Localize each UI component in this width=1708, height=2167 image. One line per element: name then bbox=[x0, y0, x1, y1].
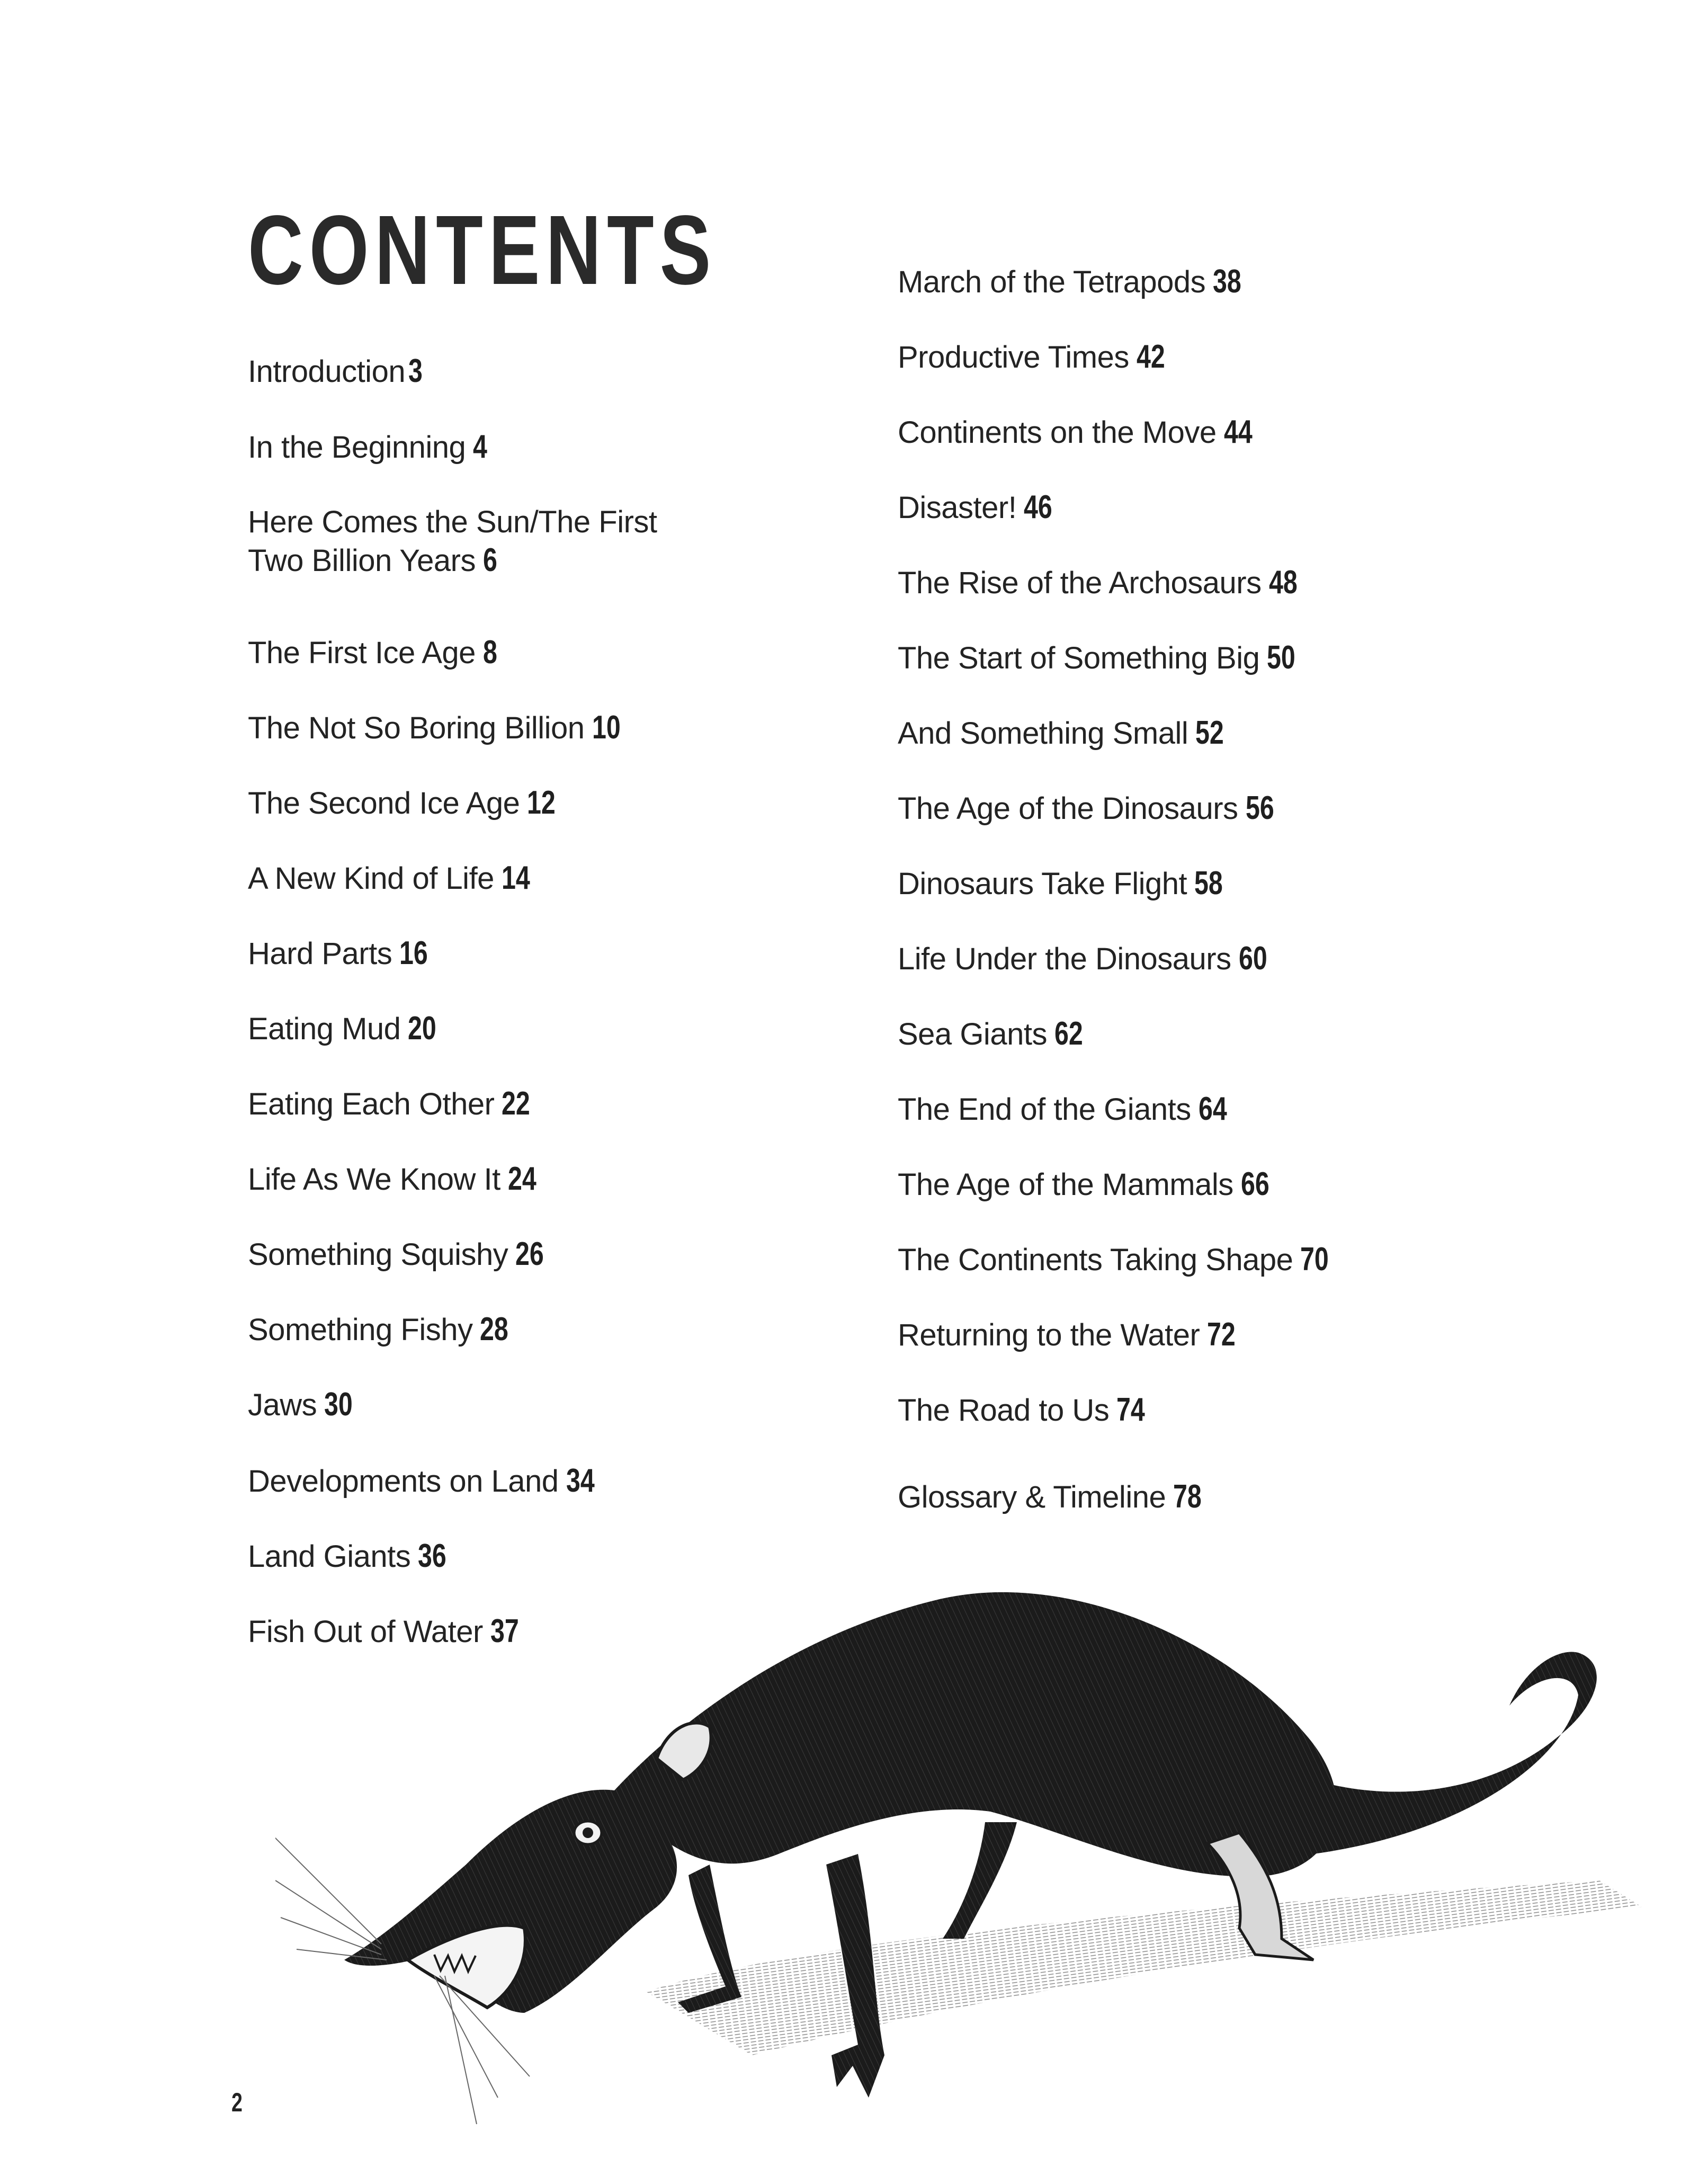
toc-entry-label: Land Giants bbox=[248, 1539, 411, 1574]
toc-entry-road-to-us[interactable] bbox=[898, 1391, 1153, 1430]
toc-entry-page: 14 bbox=[501, 860, 530, 896]
toc-entry-page: 74 bbox=[1116, 1392, 1145, 1428]
toc-entry-label: The Continents Taking Shape bbox=[898, 1243, 1293, 1277]
toc-entry-label: Two Billion Years bbox=[248, 543, 476, 578]
toc-entry-developments-on-land[interactable] bbox=[248, 1462, 602, 1501]
toc-entry-page: 58 bbox=[1194, 865, 1223, 902]
toc-entry-page: 44 bbox=[1223, 414, 1253, 450]
toc-entry-and-something-small[interactable] bbox=[898, 714, 1232, 753]
toc-entry-second-ice-age[interactable] bbox=[248, 784, 564, 823]
toc-entry-march-of-the-tetrapods[interactable] bbox=[898, 263, 1249, 301]
toc-entry-life-as-we-know-it[interactable] bbox=[248, 1160, 544, 1199]
toc-entry-label: The Road to Us bbox=[898, 1393, 1110, 1428]
toc-entry-label-line1: Here Comes the Sun/The First bbox=[248, 505, 657, 539]
toc-entry-page: 56 bbox=[1245, 790, 1274, 826]
toc-entry-glossary-timeline[interactable] bbox=[898, 1478, 1210, 1517]
toc-entry-productive-times[interactable] bbox=[898, 338, 1173, 377]
toc-entry-label: The Second Ice Age bbox=[248, 786, 520, 821]
toc-entry-disaster[interactable] bbox=[898, 488, 1060, 527]
toc-entry-rise-of-the-archosaurs[interactable] bbox=[898, 564, 1305, 602]
toc-entry-jaws[interactable] bbox=[248, 1386, 361, 1424]
toc-entry-label: Life As We Know It bbox=[248, 1162, 500, 1197]
toc-entry-page: 34 bbox=[566, 1462, 595, 1499]
early-mammal-illustration bbox=[275, 1536, 1705, 2166]
toc-entry-label: Glossary & Timeline bbox=[898, 1480, 1166, 1514]
toc-entry-page: 72 bbox=[1207, 1316, 1236, 1353]
toc-entry-label: Sea Giants bbox=[898, 1017, 1047, 1051]
toc-entry-page: 62 bbox=[1054, 1015, 1083, 1052]
toc-entry-page: 50 bbox=[1267, 639, 1296, 676]
toc-entry-in-the-beginning[interactable] bbox=[248, 428, 491, 467]
toc-entry-page: 78 bbox=[1173, 1478, 1202, 1515]
toc-entry-page: 66 bbox=[1240, 1166, 1269, 1202]
toc-entry-not-so-boring-billion[interactable] bbox=[248, 709, 628, 747]
toc-entry-something-squishy[interactable] bbox=[248, 1235, 552, 1274]
toc-entry-label: A New Kind of Life bbox=[248, 861, 494, 896]
toc-entry-label: Developments on Land bbox=[248, 1464, 559, 1499]
toc-entry-page: 16 bbox=[399, 935, 428, 971]
toc-entry-page: 6 bbox=[482, 542, 497, 578]
toc-entry-label: Something Fishy bbox=[248, 1313, 473, 1347]
toc-entry-new-kind-of-life[interactable] bbox=[248, 859, 538, 898]
toc-entry-page: 60 bbox=[1238, 940, 1267, 977]
toc-entry-label: Eating Each Other bbox=[248, 1087, 495, 1121]
toc-entry-label: The First Ice Age bbox=[248, 636, 476, 670]
toc-entry-page: 30 bbox=[324, 1386, 353, 1423]
toc-entry-here-comes-the-sun[interactable] bbox=[248, 503, 657, 580]
toc-entry-label: The Start of Something Big bbox=[898, 641, 1260, 675]
toc-entry-label: The Not So Boring Billion bbox=[248, 711, 585, 745]
toc-entry-page: 42 bbox=[1136, 338, 1165, 375]
toc-entry-page: 22 bbox=[502, 1085, 531, 1122]
toc-entry-age-of-the-mammals[interactable] bbox=[898, 1165, 1277, 1204]
toc-entry-label: Dinosaurs Take Flight bbox=[898, 867, 1187, 901]
toc-entry-age-of-the-dinosaurs[interactable] bbox=[898, 789, 1282, 828]
toc-entry-page: 3 bbox=[408, 353, 423, 389]
toc-entry-page: 48 bbox=[1268, 564, 1298, 601]
toc-entry-returning-to-the-water[interactable] bbox=[898, 1316, 1244, 1354]
toc-entry-page: 64 bbox=[1198, 1091, 1227, 1127]
toc-entry-dinosaurs-take-flight[interactable] bbox=[898, 864, 1231, 903]
toc-entry-first-ice-age[interactable] bbox=[248, 634, 501, 672]
toc-entry-page: 26 bbox=[515, 1236, 544, 1272]
toc-entry-label: The Rise of the Archosaurs bbox=[898, 566, 1262, 600]
toc-entry-page: 38 bbox=[1213, 263, 1241, 300]
toc-entry-label: Something Squishy bbox=[248, 1237, 508, 1272]
toc-entry-label: March of the Tetrapods bbox=[898, 265, 1206, 299]
toc-entry-label: Life Under the Dinosaurs bbox=[898, 942, 1231, 976]
toc-entry-page: 10 bbox=[592, 709, 621, 746]
toc-entry-end-of-the-giants[interactable] bbox=[898, 1090, 1235, 1129]
toc-entry-page: 52 bbox=[1195, 715, 1224, 751]
page-title: CONTENTS bbox=[248, 195, 717, 305]
toc-entry-life-under-the-dinosaurs[interactable] bbox=[898, 940, 1275, 978]
toc-entry-page: 28 bbox=[480, 1311, 509, 1348]
toc-entry-eating-mud[interactable] bbox=[248, 1010, 444, 1048]
toc-entry-label: In the Beginning bbox=[248, 430, 466, 465]
toc-entry-start-of-something-big[interactable] bbox=[898, 639, 1303, 677]
toc-entry-label: Continents on the Move bbox=[898, 415, 1217, 450]
toc-entry-page: 20 bbox=[408, 1010, 437, 1047]
toc-entry-label: The Age of the Mammals bbox=[898, 1167, 1233, 1202]
toc-entry-label: Returning to the Water bbox=[898, 1318, 1200, 1352]
toc-entry-page: 36 bbox=[418, 1538, 447, 1574]
page-number: 2 bbox=[231, 2088, 243, 2117]
toc-entry-label: Jaws bbox=[248, 1388, 317, 1422]
toc-entry-page: 8 bbox=[482, 634, 497, 671]
toc-entry-label: Productive Times bbox=[898, 340, 1129, 374]
toc-entry-page: 4 bbox=[473, 429, 488, 465]
toc-entry-page: 12 bbox=[527, 784, 556, 821]
toc-entry-continents-taking-shape[interactable] bbox=[898, 1241, 1337, 1279]
toc-entry-label: And Something Small bbox=[898, 716, 1188, 751]
toc-entry-sea-giants[interactable] bbox=[898, 1015, 1091, 1054]
toc-entry-page: 24 bbox=[507, 1161, 536, 1197]
toc-entry-page: 70 bbox=[1300, 1241, 1329, 1278]
toc-entry-label: Introduction bbox=[248, 354, 406, 389]
toc-entry-label: Fish Out of Water bbox=[248, 1615, 483, 1649]
toc-entry-page: 37 bbox=[490, 1613, 519, 1649]
toc-entry-something-fishy[interactable] bbox=[248, 1310, 516, 1349]
toc-entry-introduction[interactable] bbox=[248, 352, 427, 391]
toc-entry-eating-each-other[interactable] bbox=[248, 1085, 538, 1123]
toc-entry-label: Hard Parts bbox=[248, 937, 392, 971]
toc-entry-label: Eating Mud bbox=[248, 1012, 401, 1046]
toc-entry-page: 46 bbox=[1024, 489, 1053, 525]
toc-entry-label: The End of the Giants bbox=[898, 1092, 1191, 1127]
toc-entry-label: The Age of the Dinosaurs bbox=[898, 791, 1238, 826]
toc-entry-label: Disaster! bbox=[898, 491, 1017, 525]
toc-entry-hard-parts[interactable] bbox=[248, 934, 436, 973]
toc-entry-continents-on-the-move[interactable] bbox=[898, 413, 1260, 452]
